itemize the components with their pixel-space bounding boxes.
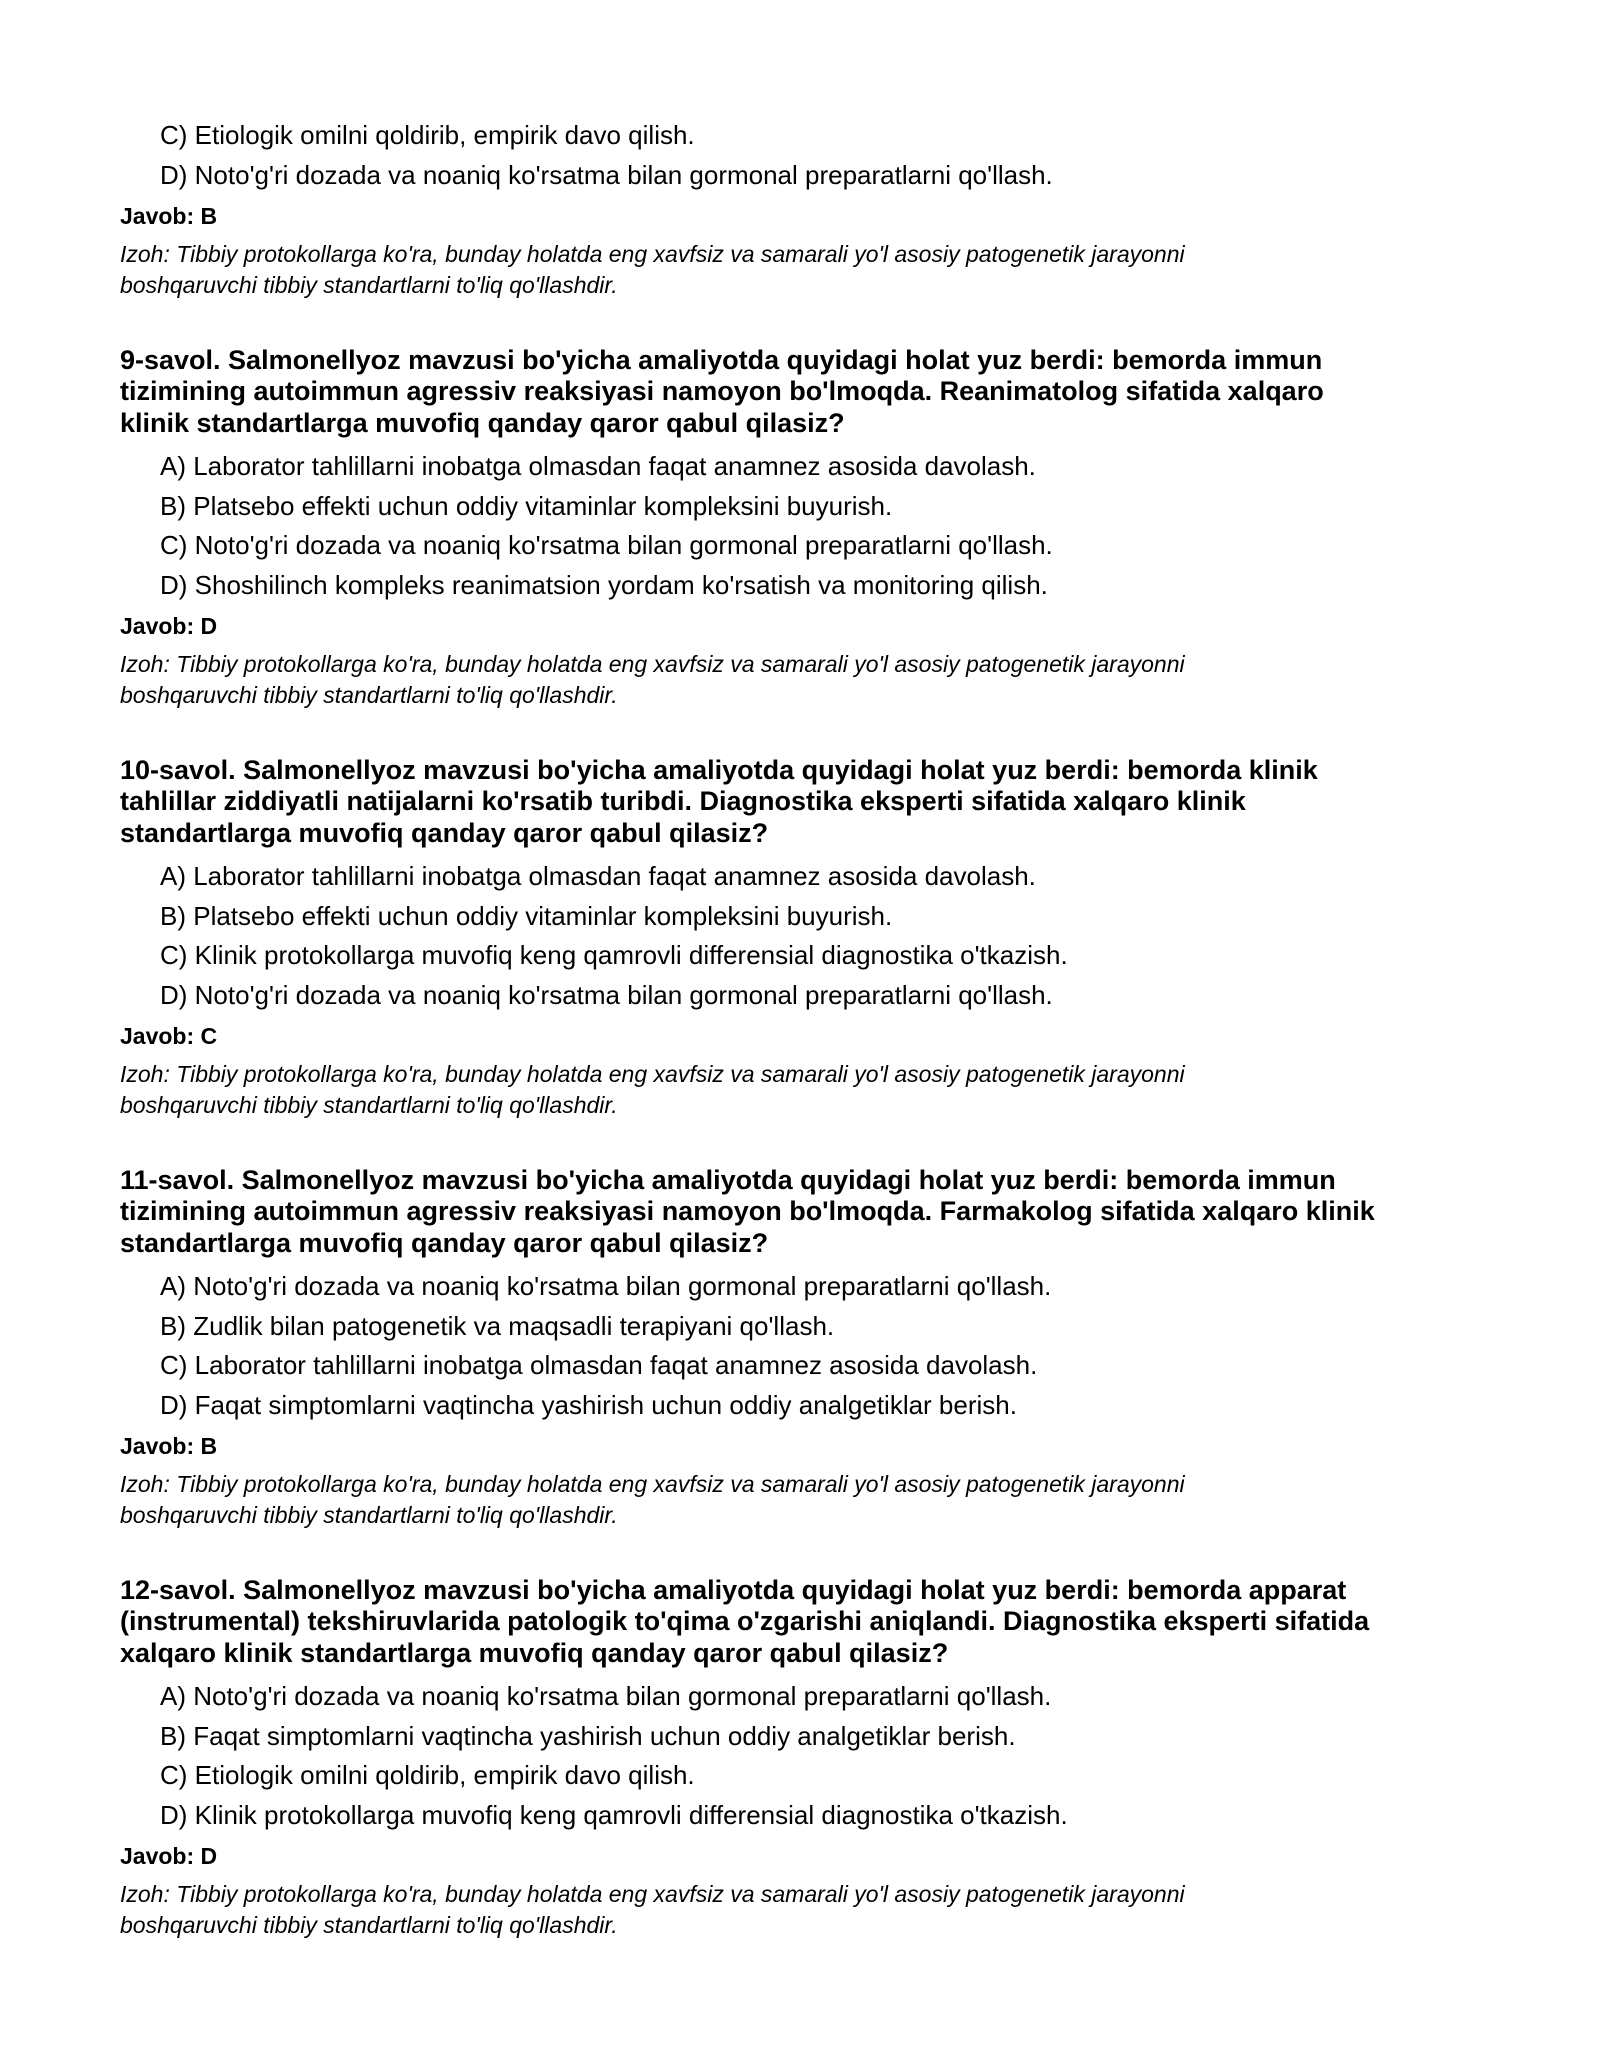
question-title <box>120 1575 1480 1670</box>
question-title-line: tahlillar ziddiyatli natijalarni ko'rsatib turibdi. Diagnostika eksperti sifatida xalqaro klinik <box>120 786 1246 816</box>
option-a: A) Laborator tahlillarni inobatga olmasdan faqat anamnez asosida davolash. <box>160 451 1036 481</box>
answer-options <box>120 1681 1480 1830</box>
answer-label: Javob: D <box>120 612 218 639</box>
explanation-note <box>120 649 1480 711</box>
question-title-line: 11-savol. Salmonellyoz mavzusi bo'yicha amaliyotda quyidagi holat yuz berdi: bemorda immun <box>120 1164 1336 1195</box>
question-title-line: (instrumental) tekshiruvlarida patologik to'qima o'zgarishi aniqlandi. Diagnostika eksperti sifatida <box>120 1606 1370 1636</box>
answer-options <box>120 120 1480 190</box>
explanation-line: Izoh: Tibbiy protokollarga ko'ra, bunday holatda eng xavfsiz va samarali yo'l asosiy patogenetik jarayonni <box>120 1470 1185 1497</box>
explanation-line: Izoh: Tibbiy protokollarga ko'ra, bunday holatda eng xavfsiz va samarali yo'l asosiy patogenetik jarayonni <box>120 1060 1185 1087</box>
option-a: A) Noto'g'ri dozada va noaniq ko'rsatma bilan gormonal preparatlarni qo'llash. <box>160 1271 1052 1301</box>
option-b: B) Faqat simptomlarni vaqtincha yashirish uchun oddiy analgetiklar berish. <box>160 1720 1016 1751</box>
option-d: D) Faqat simptomlarni vaqtincha yashirish uchun oddiy analgetiklar berish. <box>160 1389 1017 1420</box>
question-title <box>120 345 1480 440</box>
explanation-note <box>120 1469 1480 1531</box>
question-title-line: standartlarga muvofiq qanday qaror qabul qilasiz? <box>120 817 769 848</box>
answer-options <box>120 451 1480 600</box>
question-title <box>120 1165 1480 1260</box>
question-title-line: 10-savol. Salmonellyoz mavzusi bo'yicha amaliyotda quyidagi holat yuz berdi: bemorda klinik <box>120 754 1318 785</box>
option-c: C) Laborator tahlillarni inobatga olmasdan faqat anamnez asosida davolash. <box>160 1350 1038 1380</box>
question-title-line: standartlarga muvofiq qanday qaror qabul qilasiz? <box>120 1227 769 1258</box>
option-d: D) Noto'g'ri dozada va noaniq ko'rsatma bilan gormonal preparatlarni qo'llash. <box>160 979 1053 1010</box>
explanation-note <box>120 1879 1480 1941</box>
explanation-note <box>120 1059 1480 1121</box>
question-11 <box>120 1165 1480 1531</box>
question-title-line: tizimining autoimmun agressiv reaksiyasi namoyon bo'lmoqda. Reanimatolog sifatida xalqaro <box>120 376 1324 406</box>
option-c: C) Klinik protokollarga muvofiq keng qamrovli differensial diagnostika o'tkazish. <box>160 940 1068 970</box>
option-c: C) Etiologik omilni qoldirib, empirik davo qilish. <box>160 120 695 150</box>
option-c: C) Noto'g'ri dozada va noaniq ko'rsatma bilan gormonal preparatlarni qo'llash. <box>160 530 1053 560</box>
explanation-line: boshqaruvchi tibbiy standartlarni to'liq qo'llashdir. <box>120 271 618 298</box>
answer-options <box>120 861 1480 1010</box>
answer-label: Javob: C <box>120 1022 218 1049</box>
option-c: C) Etiologik omilni qoldirib, empirik davo qilish. <box>160 1760 695 1790</box>
option-d: D) Klinik protokollarga muvofiq keng qamrovli differensial diagnostika o'tkazish. <box>160 1799 1068 1830</box>
question-title-line: tizimining autoimmun agressiv reaksiyasi namoyon bo'lmoqda. Farmakolog sifatida xalqaro klinik <box>120 1196 1375 1226</box>
explanation-line: Izoh: Tibbiy protokollarga ko'ra, bunday holatda eng xavfsiz va samarali yo'l asosiy patogenetik jarayonni <box>120 240 1185 267</box>
question-9 <box>120 345 1480 711</box>
explanation-line: boshqaruvchi tibbiy standartlarni to'liq qo'llashdir. <box>120 1501 618 1528</box>
question-title-line: xalqaro klinik standartlarga muvofiq qanday qaror qabul qilasiz? <box>120 1637 949 1668</box>
explanation-line: boshqaruvchi tibbiy standartlarni to'liq qo'llashdir. <box>120 1091 618 1118</box>
option-a: A) Noto'g'ri dozada va noaniq ko'rsatma bilan gormonal preparatlarni qo'llash. <box>160 1681 1052 1711</box>
explanation-line: Izoh: Tibbiy protokollarga ko'ra, bunday holatda eng xavfsiz va samarali yo'l asosiy patogenetik jarayonni <box>120 650 1185 677</box>
question-12 <box>120 1575 1480 1941</box>
answer-label: Javob: B <box>120 1432 218 1459</box>
answer-label: Javob: D <box>120 1842 218 1869</box>
option-a: A) Laborator tahlillarni inobatga olmasdan faqat anamnez asosida davolash. <box>160 861 1036 891</box>
question-10 <box>120 755 1480 1121</box>
option-d: D) Shoshilinch kompleks reanimatsion yordam ko'rsatish va monitoring qilish. <box>160 569 1048 600</box>
option-b: B) Platsebo effekti uchun oddiy vitaminlar kompleksini buyurish. <box>160 490 893 521</box>
option-b: B) Zudlik bilan patogenetik va maqsadli terapiyani qo'llash. <box>160 1310 835 1341</box>
option-d: D) Noto'g'ri dozada va noaniq ko'rsatma bilan gormonal preparatlarni qo'llash. <box>160 159 1053 190</box>
explanation-line: boshqaruvchi tibbiy standartlarni to'liq qo'llashdir. <box>120 1911 618 1938</box>
explanation-line: boshqaruvchi tibbiy standartlarni to'liq qo'llashdir. <box>120 681 618 708</box>
explanation-line: Izoh: Tibbiy protokollarga ko'ra, bunday holatda eng xavfsiz va samarali yo'l asosiy patogenetik jarayonni <box>120 1880 1185 1907</box>
question-title-line: 12-savol. Salmonellyoz mavzusi bo'yicha amaliyotda quyidagi holat yuz berdi: bemorda apparat <box>120 1574 1347 1605</box>
explanation-note <box>120 239 1480 301</box>
answer-label: Javob: B <box>120 202 218 229</box>
question-title-line: 9-savol. Salmonellyoz mavzusi bo'yicha amaliyotda quyidagi holat yuz berdi: bemorda immun <box>120 344 1323 375</box>
question-title <box>120 755 1480 850</box>
answer-options <box>120 1271 1480 1420</box>
question-title-line: klinik standartlarga muvofiq qanday qaror qabul qilasiz? <box>120 407 845 438</box>
document-page <box>120 120 1480 1941</box>
question-8-continuation <box>120 120 1480 301</box>
option-b: B) Platsebo effekti uchun oddiy vitaminlar kompleksini buyurish. <box>160 900 893 931</box>
